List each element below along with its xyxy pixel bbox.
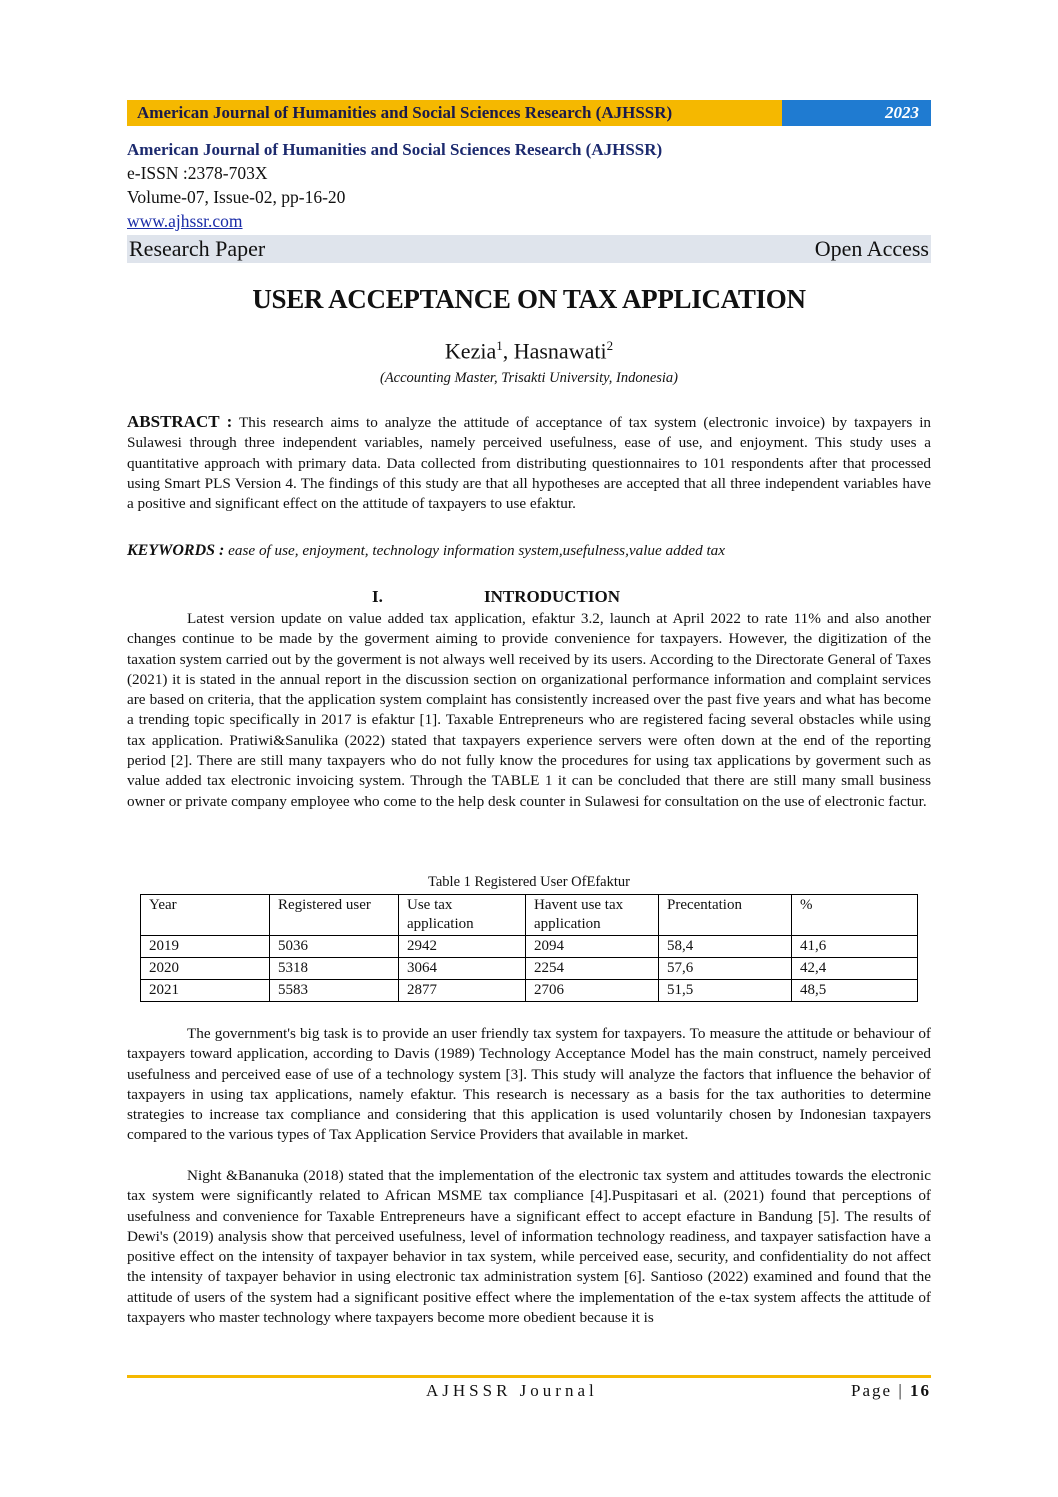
table-header-cell: Havent use tax application	[526, 895, 659, 936]
table-header-cell: Registered user	[270, 895, 399, 936]
abstract	[127, 412, 931, 514]
registered-user-table	[140, 894, 918, 1002]
table-cell: 48,5	[792, 980, 918, 1002]
section-name: INTRODUCTION	[484, 587, 621, 606]
table-cell: 2094	[526, 936, 659, 958]
footer-journal: AJHSSR Journal	[426, 1381, 598, 1400]
table-caption: Table 1 Registered User OfEfaktur	[428, 874, 630, 890]
issn: e-ISSN :2378-703X	[127, 163, 268, 183]
table-cell: 42,4	[792, 958, 918, 980]
website-link[interactable]: www.ajhssr.com	[127, 211, 243, 231]
access-type: Open Access	[814, 236, 929, 261]
intro-paragraph-3: Night &Bananuka (2018) stated that the implementation of the electronic tax system and attitudes towards the electronic tax system were significantly related to African MSME tax compliance [4].Puspitasari et al. (2021) found that perceptions of usefulness and convenience for Taxable Entrepreneurs have a significant effect to accept efacture in Bandung [5]. The results of Dewi's (2019) analysis show that perceived usefulness, level of information technology readiness, and taxpayer satisfaction have a positive effect on the intensity of taxpayer behavior in tax system, while perceived ease, security, and confidentiality do not affect the intensity of taxpayer behavior in using electronic tax administration system [6]. Santioso (2022) examined and found that the attitude of users of the system had a significant positive effect where the implementation of the e-tax system affects the attitude of taxpayers who master technology where taxpayers become more obedient because it is	[127, 1167, 931, 1327]
table-cell: 2254	[526, 958, 659, 980]
affiliation: (Accounting Master, Trisakti University, Indonesia)	[379, 370, 679, 386]
paper-title: USER ACCEPTANCE ON TAX APPLICATION	[252, 284, 806, 314]
table-cell: 51,5	[659, 980, 792, 1002]
table-header-cell: Year	[141, 895, 270, 936]
table-cell: 41,6	[792, 936, 918, 958]
table-row	[141, 936, 918, 958]
table-header-row	[141, 895, 918, 936]
table-row	[141, 980, 918, 1002]
header-journal: American Journal of Humanities and Social Sciences Research (AJHSSR)	[127, 100, 782, 126]
table-cell: 2021	[141, 980, 270, 1002]
table-cell: 2706	[526, 980, 659, 1002]
table-header-cell: Use tax application	[399, 895, 526, 936]
footer-page-number: 16	[910, 1381, 931, 1400]
table-cell: 3064	[399, 958, 526, 980]
table-cell: 2877	[399, 980, 526, 1002]
intro-paragraph-1: Latest version update on value added tax application, efaktur 3.2, launch at April 2022 to rate 11% and also another changes continue to be made by the goverment aiming to provide convenience for taxpayers. However, the digitization of the taxation system carried out by the goverment is not always well received by its users. According to the Directorate General of Taxes (2021) it is stated in the annual report in the discussion section on organizational performance information and complaint services are based on criteria, that the application system complaint has consistently increased over the past five years and what has become a trending topic specifically in 2017 is efaktur [1]. Taxable Entrepreneurs who are registered facing several obstacles while using tax application. Pratiwi&Sanulika (2022) stated that taxpayers experience servers were often down at the end of the reporting period [2]. There are still many taxpayers who do not fully know the procedures for using tax applications by goverment such as value added tax electronic invoicing system. Through the TABLE 1 it can be concluded that there are still many small business owner or private company employee who come to the help desk counter in Sulawesi for consultation on the use of electronic factur.	[127, 610, 931, 810]
table-header-cell: Precentation	[659, 895, 792, 936]
keywords-label: KEYWORDS :	[127, 542, 225, 559]
author-1-sup: 1	[496, 338, 503, 353]
journal-name: American Journal of Humanities and Social Sciences Research (AJHSSR)	[127, 140, 663, 159]
author-2: Hasnawati	[513, 338, 607, 364]
keywords-text: ease of use, enjoyment, technology information system,usefulness,value added tax	[224, 542, 726, 559]
section-number: I.	[372, 587, 383, 606]
header-year: 2023	[782, 100, 931, 126]
running-header	[127, 100, 931, 126]
author-separator: ,	[502, 338, 514, 364]
author-1: Kezia	[444, 338, 497, 364]
table-cell: 2019	[141, 936, 270, 958]
footer-page	[851, 1381, 931, 1401]
table-cell: 5318	[270, 958, 399, 980]
table-cell: 58,4	[659, 936, 792, 958]
table-cell: 5036	[270, 936, 399, 958]
abstract-text: This research aims to analyze the attitude of acceptance of tax system (electronic invoice) by taxpayers in Sulawesi through three independent variables, namely perceived usefulness, ease of use, and enjoyment. This study uses a quantitative approach with primary data. Data collected from distributing questionnaires to 101 respondents after that processed using Smart PLS Version 4. The findings of this study are that all hypotheses are accepted that all three independent variables have a positive and significant effect on the attitude of taxpayers to use efaktur.	[127, 414, 932, 513]
footer-page-label: Page |	[851, 1381, 904, 1400]
footer-rule	[127, 1375, 931, 1378]
table-header-cell: %	[792, 895, 918, 936]
keywords	[127, 541, 931, 561]
volume-info: Volume-07, Issue-02, pp-16-20	[127, 187, 346, 207]
table-row	[141, 958, 918, 980]
table-cell: 2942	[399, 936, 526, 958]
authors	[0, 338, 1058, 364]
table-cell: 57,6	[659, 958, 792, 980]
table-cell: 5583	[270, 980, 399, 1002]
intro-paragraph-2: The government's big task is to provide an user friendly tax system for taxpayers. To measure the attitude or behaviour of taxpayers toward application, according to Davis (1989) Technology Acceptance Model has the main construct, namely perceived usefulness and perceived ease of use of a technology system [3]. This study will analyze the factors that influence the behavior of taxpayers in using tax applications, namely efaktur. This research is necessary as a basis for the tax authorities to determine strategies to increase tax compliance and considering that this application is used voluntarily chosen by Indonesian taxpayers compared to the various types of Tax Application Service Providers that available in market.	[127, 1025, 931, 1144]
paper-type-bar	[127, 235, 931, 263]
table-cell: 2020	[141, 958, 270, 980]
abstract-label: ABSTRACT :	[127, 412, 233, 431]
author-2-sup: 2	[606, 338, 614, 353]
paper-type: Research Paper	[129, 236, 266, 261]
